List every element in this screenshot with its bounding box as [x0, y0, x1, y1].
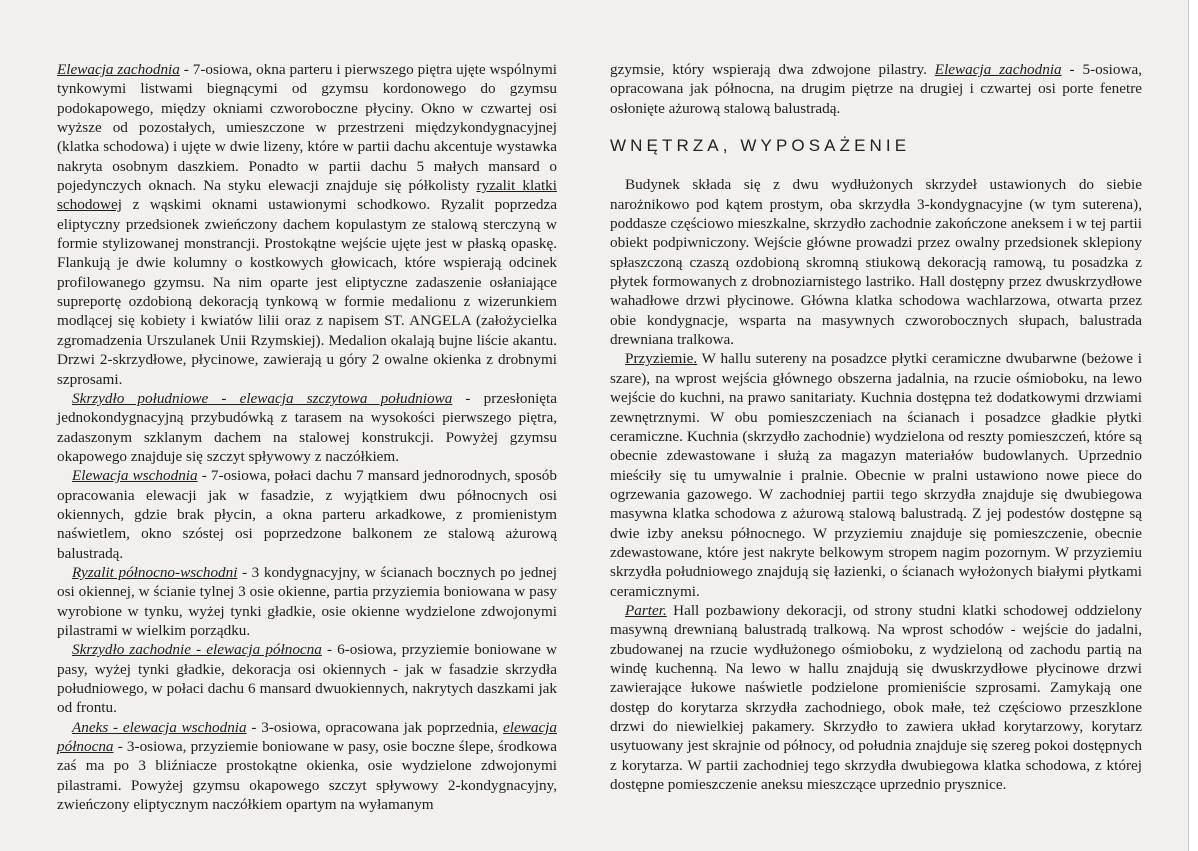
text-west-elevation-a: - 7-osiowa, okna parteru i pierwszego piętra ujęte wspólnymi tynkowymi listwami biegnącymi od gzymsu kordonowego do gzymsu podokapowego, między okniami czworoboczne płyciny. Okno w czwartej osi wyższe od pozostałych, umieszczone w przestrzeni międzykondygnacyjnej (klatka schodowa) i ujęte w dwie lizeny, które w partii dachu akcentuje wystawka nakryta osobnym daszkiem. Ponadto w partii dachu 5 małych mansard o pojedynczych oknach. Na styku elewacji znajduje się półkolisty — [57, 61, 558, 195]
text-west-elevation-b: z wąskimi oknami ustawionymi schodkowo. Ryzalit poprzedza eliptyczny przedsionek zwieńczony dachem kopulastym ze stalową sterczyną w formie stylizowanej monstrancji. Prostokątne wejście ujęte jest w płaską opaskę. Flankują je dwie kolumny o kostkowych głowicach, które wspierają odcinek profilowanego gzymsu. Na nim oparte jest eliptyczne zadaszenie osłaniające supreportę ozdobioną dekoracją tynkową w formie medalionu z wizerunkiem modlącej się kobiety i kwiatów lilii oraz z napisem ST. ANGELA (założycielka zgromadzenia Urszulanek Unii Rzymskiej). Medalion okalają bujne liście akantu. Drzwi 2-skrzydłowe, płycinowe, zawierają u góry 2 owalne okienka z drobnymi szprosami. — [57, 196, 557, 388]
text-annex-east-a: - 3-osiowa, opracowana jak poprzednia, — [246, 718, 504, 736]
heading-west-elevation: Elewacja zachodnia — [57, 61, 180, 78]
heading-east-elevation: Elewacja wschodnia — [72, 467, 198, 485]
paragraph-south-wing — [57, 389, 557, 466]
heading-west-wing-north: Skrzydło zachodnie - elewacja północna — [72, 641, 322, 659]
heading-ground-floor: Parter. — [625, 601, 667, 619]
section-heading-interiors: WNĘTRZA, WYPOSAŻENIE — [610, 136, 911, 156]
right-column — [610, 60, 1142, 794]
text-annex-west-a: gzymsie, który wspierają dwa zdwojone pilastry. — [610, 61, 935, 78]
paragraph-building-interior: Budynek składa się z dwu wydłużonych skrzydeł ustawionych do siebie narożnikowo pod kątem prostym, oba skrzydła 3-kondygnacyjne (w tym suterena), poddasze częściowo mieszkalne, skrzydło zachodnie zakończone aneksem i w tej partii obiekt podpiwniczony. Wejście główne prowadzi przez owalny przedsionek sklepiony spłaszczoną czaszą ozdobioną skromną stiukową dekoracją ramową, tu posadzka z płytek formowanych z drobnoziarnistego lastriko. Hall dostępny przez dwuskrzydłowe wahadłowe drzwi płycinowe. Główna klatka schodowa wachlarzowa, otwarta przez obie kondygnacje, wsparta na masywnych czworobocznych słupach, balustrada drewniana tralkowa. — [610, 176, 1142, 349]
paragraph-ground-floor — [610, 601, 1142, 794]
text-west-wing-north: - 6-osiowa, przyziemie boniowane w pasy, wyżej tynki gładkie, dekoracja osi okiennych - jak w fasadzie skrzydła południowego, w połaci dachu 6 mansard dwuokiennych, nakrytych daszkami jak od frontu. — [57, 641, 557, 717]
heading-south-wing: Skrzydło południowe - elewacja szczytowa południowa — [72, 389, 453, 407]
paragraph-west-wing-north — [57, 640, 557, 717]
paragraph-annex-west — [610, 60, 1142, 118]
text-ground-floor: Hall pozbawiony dekoracji, od strony studni klatki schodowej oddzielony masywną drewnianą balustradą tralkową. Na wprost schodów - wejście do jadalni, zbudowanej na rzucie wydłużonego ośmioboku, z wydzieloną od zachodu partią na windę kuchenną. Na lewo w hallu znajdują się dwuskrzydłowe płycinowe drzwi zawierające łukowe naświetle podzielone promieniście szprosami. Zamykają one dostęp do korytarza skrzydła zachodniego, obok małe, też częściowo przeszklone drzwi do niewielkiej pakamery. Skrzydło to zawiera układ korytarzowy, korytarz usytuowany jest skrajnie od północy, od południa znajduje się szereg pokoi dostępnych z korytarza. W partii zachodniej tego skrzydła dwubiegowa klatka schodowa, z której dostępne pomieszczenie aneksu mieszczące uprzednio prysznice. — [610, 601, 1142, 794]
paragraph-annex-east — [57, 718, 557, 815]
heading-annex-west: Elewacja zachodnia — [934, 61, 1062, 78]
text-ground-level: W hallu sutereny na posadzce płytki ceramiczne dwubarwne (beżowe i szare), na wprost wejścia głównego obszerna jadalnia, na rzucie ośmioboku, na lewo wejście do kuchni, na prawo sanitariaty. Kuchnia dostępna też dodatkowymi drzwiami zewnętrznymi. W obu pomieszczeniach na ścianach i posadzce gładkie płytki ceramiczne. Kuchnia (skrzydło zachodnie) wydzielona od reszty pomieszczeń, które są obecnie zdewastowane i służą za magazyn materiałów budowlanych. Uprzednio mieściły się tu umywalnie i pralnie. Obecnie w pralni ustawiono nowe piece do ogrzewania gazowego. W zachodniej partii tego skrzydła znajduje się dwubiegowa masywna klatka schodowa z ażurową stalową balustradą. Z jej podestów dostępne są dwie izby aneksu północnego. W przyziemiu znajduje się pomieszczenie, obecnie zdewastowane, które jest nakryte belkowym stropem nagim pozornym. W przyziemiu skrzydła południowego znajdują się łazienki, o ścianach wyłożonych białymi płytkami ceramicznymi. — [610, 350, 1142, 600]
heading-annex-east: Aneks - elewacja wschodnia — [72, 718, 247, 736]
left-column — [57, 60, 557, 814]
paragraph-west-elevation — [57, 60, 557, 389]
heading-northeast-risalit: Ryzalit północno-wschodni — [72, 563, 238, 581]
link-staircase-risalit: ryzalit klatki schodowej — [57, 177, 557, 214]
text-south-wing: - przesłonięta jednokondygnacyjną przybudówką z tarasem na wysokości pierwszego piętra, zadaszonym szklanym dachem na stalowej konstrukcji. Powyżej gzymsu okapowego znajduje się szczyt spływowy z naczółkiem. — [57, 389, 557, 465]
heading-ground-level: Przyziemie. — [625, 350, 698, 368]
text-northeast-risalit: - 3 kondygnacyjny, w ścianach bocznych po jednej osi okiennej, w ścianie tylnej 3 osie okienne, partia przyziemia boniowana w pasy wyrobione w tynku, wyżej tynki gładkie, osie okienne wydzielone zdwojonymi pilastrami w wielkim porządku. — [57, 563, 557, 639]
heading-annex-north: elewacja północna — [57, 718, 557, 756]
text-annex-west-b: - 5-osiowa, opracowana jak północna, na drugim piętrze na drugiej i czwartej osi porte fenetre osłonięte ażurową stalową balustradą. — [610, 61, 1142, 117]
text-annex-east-b: - 3-osiowa, przyziemie boniowane w pasy, osie boczne ślepe, środkowa zaś ma po 3 bliźniacze prostokątne okienka, osie wydzielone zdwojonymi pilastrami. Powyżej gzymsu okapowego szczyt spływowy 2-kondygnacyjny, zwieńczony eliptycznym naczółkiem opartym na wyłamanym — [57, 738, 557, 814]
text-east-elevation: - 7-osiowa, połaci dachu 7 mansard jednorodnych, sposób opracowania elewacji jak w fasadzie, z wyjątkiem dwu północnych osi okiennych, gdzie brak płycin, a okna parteru arkadkowe, z promienistym naświetlem, okno szóstej osi poprzedzone balkonem ze stalową ażurową balustradą. — [57, 467, 557, 562]
paragraph-east-elevation — [57, 466, 557, 563]
scan-edge-margin — [1189, 0, 1198, 851]
paragraph-ground-level — [610, 349, 1142, 600]
paragraph-northeast-risalit — [57, 563, 557, 640]
